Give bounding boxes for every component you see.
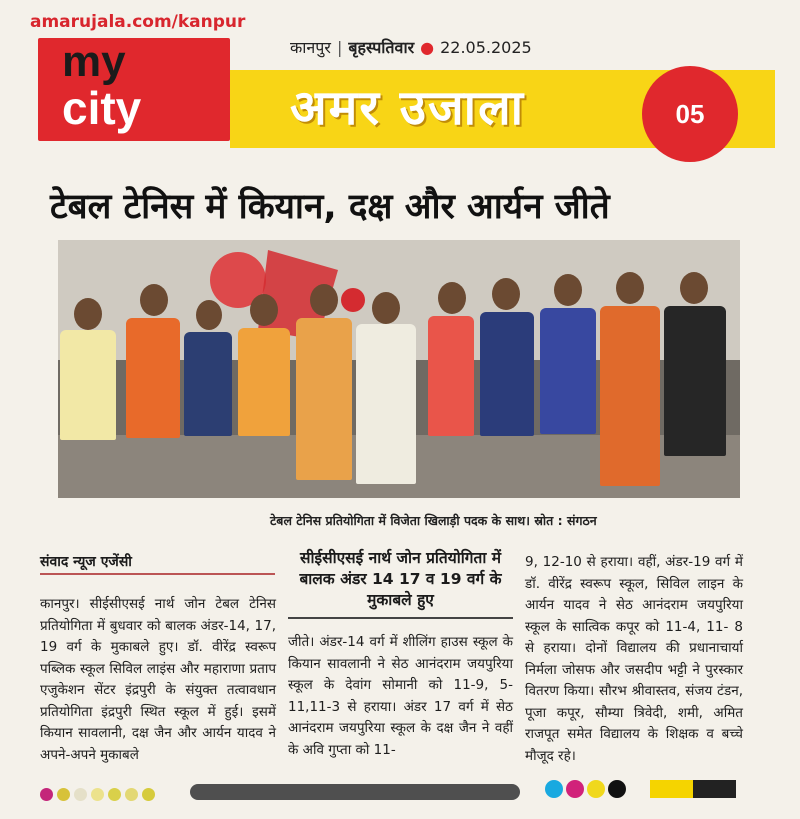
registration-dot — [91, 788, 104, 801]
color-registration-dots — [40, 786, 159, 805]
player-figure — [540, 308, 596, 434]
dateline-dot: ● — [420, 38, 435, 57]
site-url: amarujala.com/kanpur — [30, 12, 246, 32]
player-figure — [600, 306, 660, 486]
my-city-logo-my: my — [62, 37, 126, 86]
article-subhead: सीईसीएसई नार्थ जोन प्रतियोगिता में बालक अंडर 14 17 व 19 वर्ग के मुकाबले हुए — [288, 548, 513, 619]
article-headline: टेबल टेनिस में कियान, दक्ष और आर्यन जीते — [50, 187, 610, 227]
article-column-1 — [40, 594, 276, 766]
cmyk-dot — [608, 780, 626, 798]
player-figure — [664, 306, 726, 456]
cmyk-dot — [566, 780, 584, 798]
page-number-badge: 05 — [642, 66, 738, 162]
dateline — [290, 36, 532, 58]
player-head — [250, 294, 278, 326]
player-figure — [60, 330, 116, 440]
player-head — [616, 272, 644, 304]
cmyk-dot — [545, 780, 563, 798]
player-figure — [238, 328, 290, 436]
masthead-title: अमर उजाला — [290, 80, 526, 136]
article-column-2 — [288, 632, 513, 761]
player-figure — [184, 332, 232, 436]
my-city-logo-city: city — [62, 82, 142, 134]
color-strip — [650, 780, 736, 798]
cmyk-dot — [587, 780, 605, 798]
player-head — [74, 298, 102, 330]
registration-dot — [74, 788, 87, 801]
player-head — [680, 272, 708, 304]
teacher-head — [310, 284, 338, 316]
player-head — [438, 282, 466, 314]
byline: संवाद न्यूज एजेंसी — [40, 552, 275, 575]
player-head — [554, 274, 582, 306]
print-gray-bar — [190, 784, 520, 800]
registration-dot — [40, 788, 53, 801]
registration-dot — [108, 788, 121, 801]
player-head — [492, 278, 520, 310]
dateline-day: बृहस्पतिवार — [348, 38, 415, 57]
player-figure — [428, 316, 474, 436]
article-column-2-text: जीते। अंडर-14 वर्ग में शीलिंग हाउस स्कूल के कियान सावलानी ने सेठ आनंदराम जयपुरिया स्कूल के देवांग सोमानी को 11-9, 5-11,11-3 से हराया। अंडर 17 वर्ग में सेठ आनंदराम जयपुरिया स्कूल के दक्ष जैन ने वहीं के अवि गुप्ता को 11- — [288, 634, 513, 758]
dateline-separator: | — [336, 38, 343, 57]
player-head — [140, 284, 168, 316]
photo-caption: टेबल टेनिस प्रतियोगिता में विजेता खिलाड़ी पदक के साथ। स्रोत : संगठन — [270, 513, 597, 528]
registration-dot — [142, 788, 155, 801]
article-column-3 — [525, 552, 743, 767]
player-figure — [126, 318, 180, 438]
teacher-figure — [296, 318, 352, 480]
player-head — [196, 300, 222, 330]
player-figure — [480, 312, 534, 436]
cmyk-registration-dots — [545, 780, 629, 802]
registration-dot — [125, 788, 138, 801]
article-column-1-text: कानपुर। सीईसीएसई नार्थ जोन टेबल टेनिस प्रतियोगिता में बुधवार को बालक अंडर-14, 17, 19 वर्ग के मुकाबले हुए। डॉ. वीरेंद्र स्वरूप पब्लिक स्कूल सिविल लाइंस और महाराणा प्रताप एजुकेशन सेंटर इंद्रपुरी के संयुक्त तत्वावधान प्रतियोगिता इंद्रपुरी स्थित स्कूल में हुई। इसमें कियान सावलानी, दक्ष जैन और आर्यन यादव ने अपने-अपने मुकाबले — [40, 596, 276, 763]
article-column-3-text: 9, 12-10 से हराया। वहीं, अंडर-19 वर्ग में डॉ. वीरेंद्र स्वरूप स्कूल, सिविल लाइन के आर्यन यादव ने सेठ आनंदराम जयपुरिया स्कूल के सात्विक कपूर को 11-4, 11- 8 से हराया। दोनों विद्यालय की प्रधानाचार्या निर्मला जोसफ और जसदीप भट्टी ने पुरस्कार वितरण किया। सौरभ श्रीवास्तव, संजय टंडन, पूजा कपूर, सौम्या त्रिवेदी, शमी, अमित राजपूत समेत विद्यालय के शिक्षक व बच्चे मौजूद रहे। — [525, 554, 743, 764]
registration-dot — [57, 788, 70, 801]
dateline-date: 22.05.2025 — [440, 38, 532, 57]
dateline-city: कानपुर — [290, 38, 331, 57]
teacher-head — [372, 292, 400, 324]
winners-photo — [58, 240, 740, 498]
teacher-figure — [356, 324, 416, 484]
